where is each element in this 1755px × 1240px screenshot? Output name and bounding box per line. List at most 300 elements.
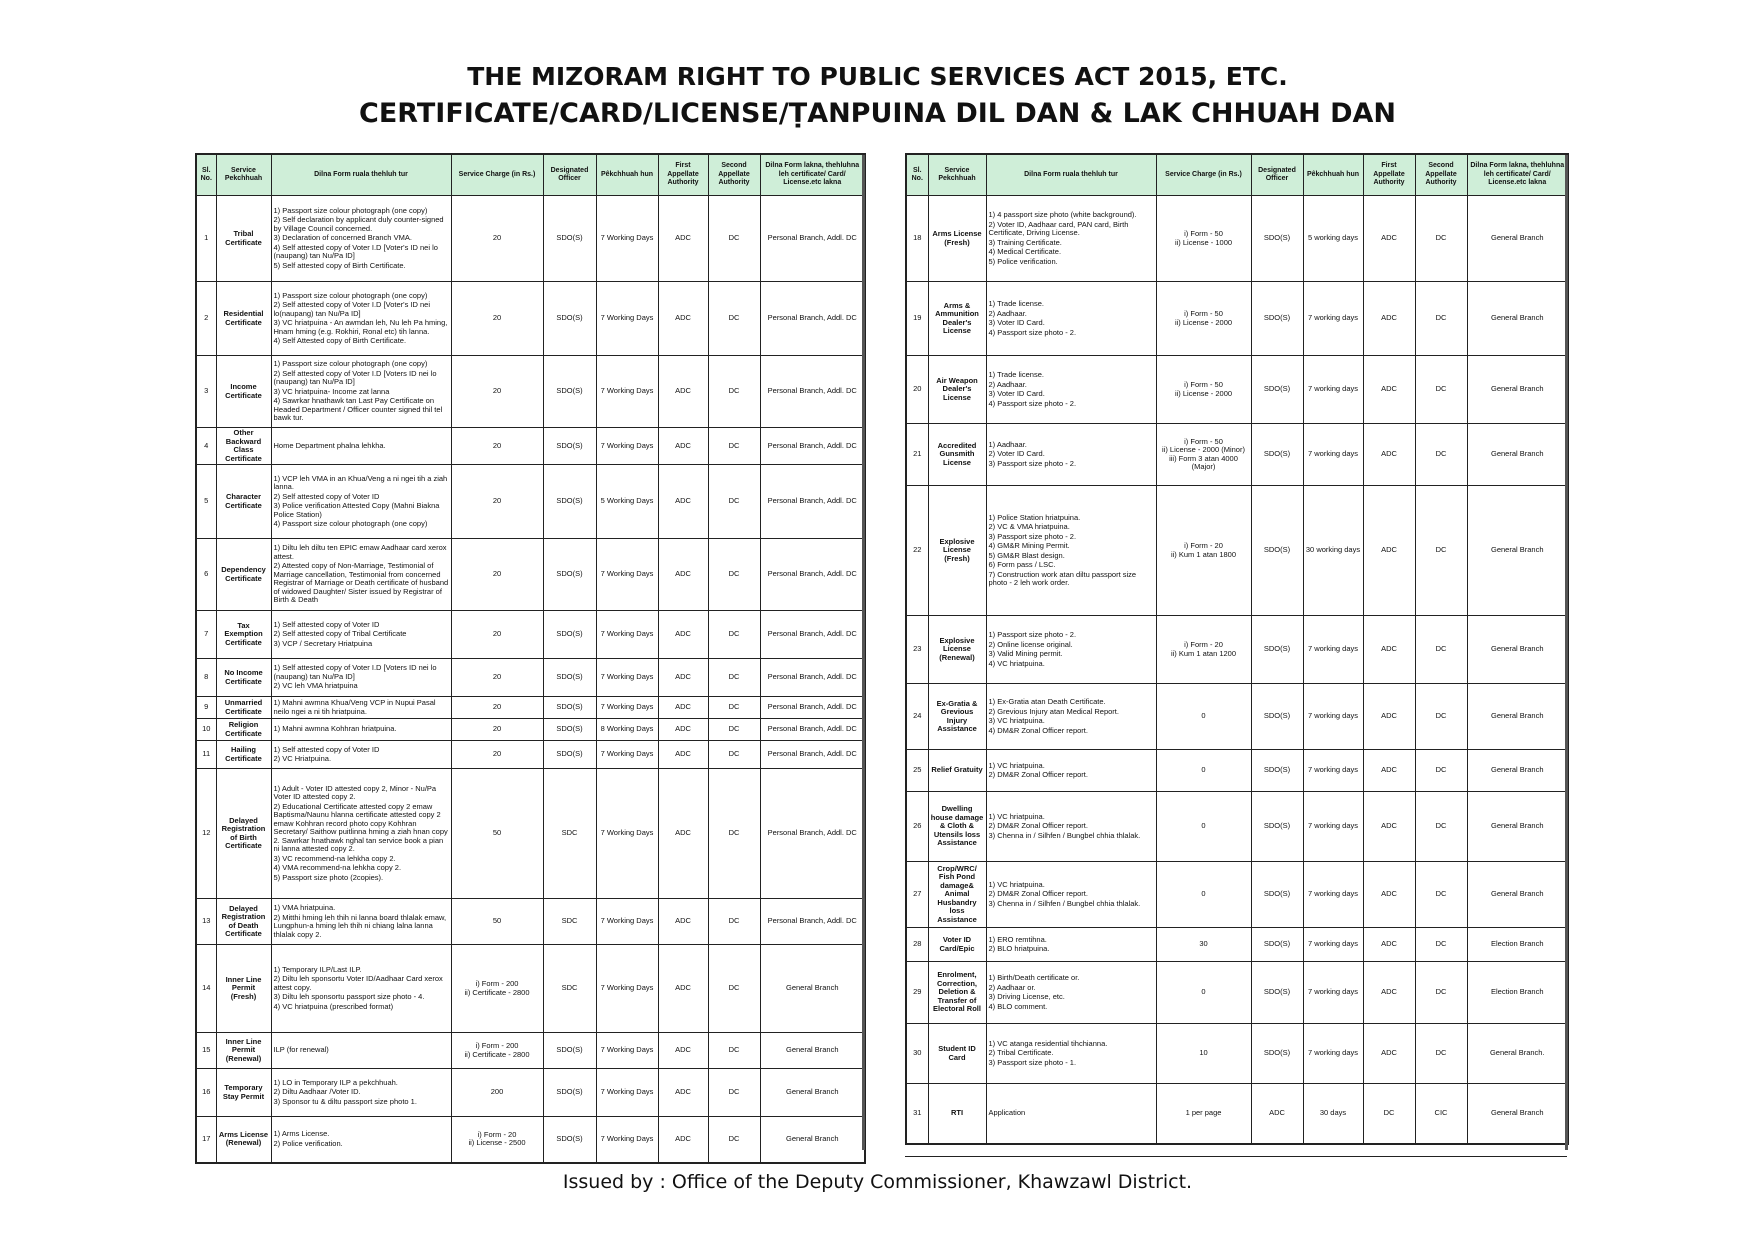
column-header-service-charge: Service Charge (in Rs.) <box>1156 154 1251 196</box>
cell-issue-time: 30 working days <box>1303 486 1363 616</box>
cell-sl-no: 6 <box>196 539 216 611</box>
requirement-item: 5) Police verification. <box>988 256 1058 266</box>
cell-first-appellate: ADC <box>658 1117 708 1163</box>
cell-service-charge: i) Form - 20 ii) Kum 1 atan 1200 <box>1156 616 1251 684</box>
requirement-item: 3) Declaration of concerned Branch VMA. <box>273 233 412 243</box>
cell-sl-no: 26 <box>906 792 928 862</box>
cell-second-appellate: DC <box>708 428 760 465</box>
column-header-issue-time: Pêkchhuah hun <box>596 154 658 196</box>
cell-second-appellate: DC <box>1415 792 1467 862</box>
cell-designated-officer: SDO(S) <box>543 659 596 697</box>
cell-collection-office: Personal Branch, Addl. DC <box>760 356 865 428</box>
cell-second-appellate: DC <box>1415 196 1467 282</box>
cell-first-appellate: ADC <box>658 741 708 769</box>
cell-sl-no: 23 <box>906 616 928 684</box>
table-row <box>196 282 865 356</box>
cell-requirements <box>986 792 1156 862</box>
cell-service: Relief Gratuity <box>928 750 986 792</box>
cell-service: Tribal Certificate <box>216 196 271 282</box>
cell-issue-time: 7 working days <box>1303 282 1363 356</box>
requirement-item: 1) Diltu leh diltu ten EPIC emaw Aadhaar card xerox attest. <box>273 543 447 561</box>
cell-requirements <box>271 465 451 539</box>
requirement-item: 4) Passport size photo - 2. <box>988 327 1077 337</box>
requirement-item: 1) Passport size colour photograph (one copy) <box>273 359 428 369</box>
requirement-item: 7) Construction work atan diltu passport size photo - 2 leh work order. <box>988 569 1137 587</box>
cell-requirements <box>986 282 1156 356</box>
cell-issue-time: 7 Working Days <box>596 539 658 611</box>
cell-first-appellate: ADC <box>1363 962 1415 1024</box>
requirement-item: 3) VC hriatpuina - An awmdan leh, Nu leh Pa hming, Hnam hming (e.g. Rokhiri, Ronal etc) tih lanna. <box>273 318 448 336</box>
cell-collection-office: General Branch <box>1467 862 1568 928</box>
requirement-item: 2) DM&R Zonal Officer report. <box>988 821 1088 831</box>
table-row <box>196 428 865 465</box>
requirement-item: 1) Temporary ILP/Last ILP. <box>273 964 362 974</box>
requirement-item: 2) Self attested copy of Voter ID <box>273 491 380 501</box>
cell-sl-no: 24 <box>906 684 928 750</box>
requirement-item: 2) BLO hriatpuina. <box>988 944 1050 953</box>
column-header-designated-officer: Designated Officer <box>1251 154 1303 196</box>
cell-collection-office: General Branch <box>760 945 865 1033</box>
cell-requirements <box>986 616 1156 684</box>
column-header-service-charge: Service Charge (in Rs.) <box>451 154 543 196</box>
requirement-item: 5) GM&R Blast design. <box>988 550 1065 560</box>
requirement-item: 1) Self attested copy of Voter I.D [Voters ID nei lo (naupang) tan Nu/Pa ID] <box>273 663 437 681</box>
table-row <box>196 1033 865 1069</box>
cell-second-appellate: DC <box>1415 424 1467 486</box>
cell-designated-officer: SDO(S) <box>543 428 596 465</box>
cell-issue-time: 7 working days <box>1303 750 1363 792</box>
cell-service-charge: 20 <box>451 741 543 769</box>
cell-requirements <box>271 282 451 356</box>
cell-second-appellate: DC <box>708 611 760 659</box>
cell-first-appellate: ADC <box>1363 196 1415 282</box>
cell-designated-officer: SDC <box>543 769 596 899</box>
cell-requirements <box>271 769 451 899</box>
requirement-item: 3) Training Certificate. <box>988 237 1062 247</box>
cell-designated-officer: SDO(S) <box>543 196 596 282</box>
requirement-item: 1) Passport size colour photograph (one copy) <box>273 205 428 215</box>
cell-service-charge: i) Form - 200 ii) Certificate - 2800 <box>451 1033 543 1069</box>
column-header-service: Service Pekchhuah <box>928 154 986 196</box>
cell-service: Delayed Registration of Death Certificate <box>216 899 271 945</box>
cell-requirements <box>986 356 1156 424</box>
cell-second-appellate: DC <box>1415 616 1467 684</box>
cell-issue-time: 7 working days <box>1303 616 1363 684</box>
cell-service-charge: 20 <box>451 539 543 611</box>
cell-sl-no: 22 <box>906 486 928 616</box>
cell-first-appellate: ADC <box>1363 1024 1415 1084</box>
cell-service: Student ID Card <box>928 1024 986 1084</box>
cell-service: Other Backward Class Certificate <box>216 428 271 465</box>
cell-collection-office: Personal Branch, Addl. DC <box>760 719 865 741</box>
requirement-item: 2) Police verification. <box>273 1138 343 1148</box>
cell-service: Arms & Ammunition Dealer's License <box>928 282 986 356</box>
cell-requirements <box>986 928 1156 962</box>
requirement-item: 2) Diltu leh sponsortu Voter ID/Aadhaar Card xerox attest copy. <box>273 974 443 992</box>
requirement-item: 3) Chenna in / Silhfen / Bungbel chhia thlalak. <box>988 898 1141 908</box>
cell-service: Dependency Certificate <box>216 539 271 611</box>
requirement-item: 2) Attested copy of Non-Marriage, Testimonial of Marriage cancellation, Testimonial from concerned Registrar of Marriage or Death certificate of husband of widowed Daughter/ Sister issued by Registrar of Birth & Death <box>273 561 449 605</box>
cell-issue-time: 7 Working Days <box>596 611 658 659</box>
requirement-item: 1) Trade license. <box>988 370 1044 379</box>
table-row <box>196 945 865 1033</box>
table-shadow-left <box>862 155 865 1150</box>
cell-collection-office: Personal Branch, Addl. DC <box>760 428 865 465</box>
cell-second-appellate: DC <box>708 196 760 282</box>
cell-requirements <box>271 356 451 428</box>
cell-collection-office: General Branch <box>760 1033 865 1069</box>
cell-collection-office: General Branch <box>760 1117 865 1163</box>
cell-sl-no: 19 <box>906 282 928 356</box>
cell-collection-office: General Branch <box>1467 196 1568 282</box>
requirement-item: 4) Self attested copy of Voter I.D [Voter's ID nei lo (naupang) tan Nu/Pa ID] <box>273 242 438 261</box>
requirement-item: 2) Voter ID, Aadhaar card, PAN card, Birth Certificate, Driving License. <box>988 219 1129 237</box>
cell-service-charge: i) Form - 200 ii) Certificate - 2800 <box>451 945 543 1033</box>
cell-designated-officer: SDO(S) <box>543 1033 596 1069</box>
cell-collection-office: Personal Branch, Addl. DC <box>760 769 865 899</box>
cell-issue-time: 8 Working Days <box>596 719 658 741</box>
requirement-item: 3) Sponsor tu & diltu passport size photo 1. <box>273 1096 417 1106</box>
table-row <box>906 424 1568 486</box>
cell-designated-officer: SDO(S) <box>1251 616 1303 684</box>
cell-first-appellate: ADC <box>658 1033 708 1069</box>
cell-sl-no: 16 <box>196 1069 216 1117</box>
cell-issue-time: 30 days <box>1303 1084 1363 1144</box>
cell-service-charge: i) Form - 20 ii) Kum 1 atan 1800 <box>1156 486 1251 616</box>
cell-service-charge: i) Form - 50 ii) License - 2000 <box>1156 356 1251 424</box>
cell-first-appellate: ADC <box>1363 282 1415 356</box>
cell-requirements <box>986 196 1156 282</box>
cell-service-charge: 0 <box>1156 862 1251 928</box>
requirement-item: 3) VC hriatpuina. <box>988 716 1045 725</box>
cell-service-charge: 20 <box>451 282 543 356</box>
cell-second-appellate: DC <box>708 1117 760 1163</box>
requirement-item: 4) VC hriatpuina (prescribed format) <box>273 1001 394 1011</box>
cell-service: Crop/WRC/ Fish Pond damage& Animal Husbandry loss Assistance <box>928 862 986 928</box>
requirement-item: 4) Sawrkar hnathawk tan Last Pay Certificate on Headed Department / Officer counter signed thil tel bawk tur. <box>273 396 443 423</box>
requirement-item: 1) Adult - Voter ID attested copy 2, Minor - Nu/Pa Voter ID attested copy 2. <box>273 783 437 802</box>
cell-designated-officer: SDO(S) <box>543 1117 596 1163</box>
cell-service-charge: 50 <box>451 899 543 945</box>
cell-service: Delayed Registration of Birth Certificate <box>216 769 271 899</box>
requirement-item: 2) Mitthi hming leh thih ni lanna board thlalak emaw, Lungphun-a hming leh thih ni chiang lalna lanna thlalak copy 2. <box>273 912 447 939</box>
cell-service: Inner Line Permit (Fresh) <box>216 945 271 1033</box>
cell-requirements <box>271 1117 451 1163</box>
cell-second-appellate: DC <box>1415 282 1467 356</box>
cell-designated-officer: SDO(S) <box>543 611 596 659</box>
requirement-item: 1) Police Station hriatpuina. <box>988 512 1081 522</box>
cell-first-appellate: ADC <box>658 196 708 282</box>
cell-service: Temporary Stay Permit <box>216 1069 271 1117</box>
cell-first-appellate: ADC <box>658 899 708 945</box>
cell-sl-no: 8 <box>196 659 216 697</box>
cell-first-appellate: ADC <box>658 769 708 899</box>
cell-first-appellate: ADC <box>1363 356 1415 424</box>
cell-second-appellate: DC <box>708 1069 760 1117</box>
cell-service-charge: 20 <box>451 428 543 465</box>
cell-issue-time: 7 working days <box>1303 1024 1363 1084</box>
requirement-item: 1) VC hriatpuina. <box>988 811 1045 821</box>
requirement-item: 1) VC atanga residential tihchianna. <box>988 1038 1108 1048</box>
cell-issue-time: 7 Working Days <box>596 196 658 282</box>
bottom-rule <box>905 1156 1567 1157</box>
cell-requirements <box>271 1033 451 1069</box>
cell-issue-time: 7 Working Days <box>596 769 658 899</box>
cell-requirements <box>271 611 451 659</box>
column-header-second-appellate: Second Appellate Authority <box>708 154 760 196</box>
cell-first-appellate: ADC <box>1363 424 1415 486</box>
requirement-item: 1) Arms License. <box>273 1129 330 1139</box>
requirement-item: 2) Online license original. <box>988 639 1073 649</box>
cell-designated-officer: SDO(S) <box>1251 196 1303 282</box>
cell-designated-officer: ADC <box>1251 1084 1303 1144</box>
table-row <box>196 741 865 769</box>
cell-issue-time: 7 working days <box>1303 424 1363 486</box>
cell-service-charge: 20 <box>451 659 543 697</box>
requirement-item: 3) Voter ID Card. <box>988 318 1045 327</box>
requirement-item: 2) Aadhaar or. <box>988 982 1036 992</box>
requirement-item: 2) Self attested copy of Tribal Certificate <box>273 629 407 639</box>
cell-sl-no: 12 <box>196 769 216 899</box>
cell-second-appellate: DC <box>1415 486 1467 616</box>
table-row <box>906 962 1568 1024</box>
cell-first-appellate: ADC <box>658 356 708 428</box>
cell-first-appellate: ADC <box>1363 862 1415 928</box>
cell-service: Accredited Gunsmith License <box>928 424 986 486</box>
requirement-item: 2) DM&R Zonal Officer report. <box>988 770 1088 779</box>
column-header-issue-time: Pêkchhuah hun <box>1303 154 1363 196</box>
table-row <box>196 1069 865 1117</box>
requirement-item: 2) VC Hriatpuina. <box>273 754 332 763</box>
cell-designated-officer: SDO(S) <box>1251 962 1303 1024</box>
cell-second-appellate: DC <box>1415 684 1467 750</box>
cell-collection-office: Personal Branch, Addl. DC <box>760 539 865 611</box>
cell-sl-no: 29 <box>906 962 928 1024</box>
cell-designated-officer: SDC <box>543 899 596 945</box>
table-row <box>906 616 1568 684</box>
cell-collection-office: Election Branch <box>1467 962 1568 1024</box>
cell-service-charge: 200 <box>451 1069 543 1117</box>
cell-requirements <box>986 962 1156 1024</box>
requirement-item: 3) Driving License, etc. <box>988 992 1065 1001</box>
cell-designated-officer: SDO(S) <box>543 697 596 719</box>
requirement-item: 2) Self attested copy of Voter I.D [Voter's ID nei lo(naupang) tan Nu/Pa ID] <box>273 300 431 318</box>
cell-collection-office: General Branch <box>1467 356 1568 424</box>
column-header-collection-office: Dilna Form lakna, thehluhna leh certificate/ Card/ License.etc lakna <box>1467 154 1568 196</box>
cell-issue-time: 7 Working Days <box>596 741 658 769</box>
cell-collection-office: General Branch <box>1467 750 1568 792</box>
cell-service-charge: 1 per page <box>1156 1084 1251 1144</box>
requirement-item: 1) 4 passport size photo (white background). <box>988 210 1137 219</box>
cell-second-appellate: DC <box>708 899 760 945</box>
cell-issue-time: 7 Working Days <box>596 1117 658 1163</box>
table-row <box>196 659 865 697</box>
requirement-item: 1) ERO remtihna. <box>988 934 1047 944</box>
cell-requirements <box>986 684 1156 750</box>
cell-second-appellate: DC <box>708 945 760 1033</box>
cell-sl-no: 14 <box>196 945 216 1033</box>
cell-service: Religion Certificate <box>216 719 271 741</box>
cell-sl-no: 30 <box>906 1024 928 1084</box>
cell-second-appellate: CIC <box>1415 1084 1467 1144</box>
cell-service-charge: i) Form - 50 ii) License - 1000 <box>1156 196 1251 282</box>
requirement-item: 3) VC recommend-na lehkha copy 2. <box>273 853 396 863</box>
table-row <box>196 196 865 282</box>
column-header-first-appellate: First Appellate Authority <box>658 154 708 196</box>
cell-designated-officer: SDO(S) <box>1251 792 1303 862</box>
requirement-item: 1) Ex-Gratia atan Death Certificate. <box>988 697 1106 706</box>
requirement-item: 1) VMA hriatpuina. <box>273 903 336 912</box>
cell-first-appellate: ADC <box>658 282 708 356</box>
cell-issue-time: 7 working days <box>1303 928 1363 962</box>
table-shadow-right <box>1565 155 1568 1150</box>
cell-issue-time: 7 Working Days <box>596 1069 658 1117</box>
table-row <box>906 1084 1568 1144</box>
cell-collection-office: Personal Branch, Addl. DC <box>760 611 865 659</box>
requirement-item: 1) Mahni awmna Khua/Veng VCP in Nupui Pasal neilo ngei a ni tih hriatpuina. <box>273 698 436 716</box>
cell-second-appellate: DC <box>1415 750 1467 792</box>
cell-requirements <box>271 196 451 282</box>
cell-issue-time: 7 working days <box>1303 792 1363 862</box>
cell-service: Unmarried Certificate <box>216 697 271 719</box>
cell-service: Ex-Gratia & Grevious Injury Assistance <box>928 684 986 750</box>
cell-collection-office: General Branch <box>1467 424 1568 486</box>
requirement-item: 1) Self attested copy of Voter ID <box>273 744 380 754</box>
cell-collection-office: General Branch <box>1467 792 1568 862</box>
cell-issue-time: 5 Working Days <box>596 465 658 539</box>
column-header-requirements: Dilna Form ruala thehluh tur <box>271 154 451 196</box>
cell-sl-no: 2 <box>196 282 216 356</box>
cell-requirements <box>271 697 451 719</box>
requirement-item: 2) VC leh VMA hriatpuina <box>273 681 358 691</box>
requirement-item: 4) DM&R Zonal Officer report. <box>988 725 1088 735</box>
cell-service: Character Certificate <box>216 465 271 539</box>
cell-sl-no: 10 <box>196 719 216 741</box>
cell-designated-officer: SDO(S) <box>543 282 596 356</box>
cell-service: Enrolment, Correction, Deletion & Transfer of Electoral Roll <box>928 962 986 1024</box>
table-row <box>906 792 1568 862</box>
cell-first-appellate: ADC <box>658 611 708 659</box>
cell-service: Residential Certificate <box>216 282 271 356</box>
services-table-right <box>905 153 1569 1145</box>
cell-designated-officer: SDO(S) <box>543 465 596 539</box>
table-header-row <box>906 154 1568 196</box>
document-title-line1: THE MIZORAM RIGHT TO PUBLIC SERVICES ACT 2015, ETC. <box>467 62 1288 91</box>
cell-first-appellate: ADC <box>1363 750 1415 792</box>
cell-service-charge: 20 <box>451 356 543 428</box>
cell-service: Explosive License (Renewal) <box>928 616 986 684</box>
services-table-left <box>195 153 866 1164</box>
requirement-item: 3) Diltu leh sponsortu passport size photo - 4. <box>273 992 425 1002</box>
cell-sl-no: 4 <box>196 428 216 465</box>
cell-collection-office: Personal Branch, Addl. DC <box>760 282 865 356</box>
cell-sl-no: 7 <box>196 611 216 659</box>
table-row <box>906 928 1568 962</box>
cell-requirements <box>271 428 451 465</box>
cell-collection-office: General Branch <box>1467 486 1568 616</box>
cell-requirements <box>986 862 1156 928</box>
requirement-item: 2) Educational Certificate attested copy 2 emaw Baptisma/Naunu hlanna certificate attested copy 2 emaw Kohhran record photo copy Kohhran Secretary/ Saithow puitlinna hming a ziah hnan copy 2. Sawrkar hnathawk nghal tan service book a pian ni lanna attested copy 2. <box>273 801 448 854</box>
requirement-item: 1) LO in Temporary ILP a pekchhuah. <box>273 1077 398 1087</box>
cell-sl-no: 18 <box>906 196 928 282</box>
requirement-item: 1) Birth/Death certificate or. <box>988 973 1080 982</box>
cell-requirements <box>271 945 451 1033</box>
cell-requirements <box>986 1024 1156 1084</box>
requirement-item: Home Department phalna lehkha. <box>273 440 386 450</box>
cell-requirements <box>271 1069 451 1117</box>
cell-requirements <box>271 659 451 697</box>
cell-collection-office: Personal Branch, Addl. DC <box>760 697 865 719</box>
cell-service: Arms License (Fresh) <box>928 196 986 282</box>
column-header-sl-no: Sl. No. <box>906 154 928 196</box>
cell-collection-office: Personal Branch, Addl. DC <box>760 465 865 539</box>
cell-designated-officer: SDO(S) <box>1251 750 1303 792</box>
requirement-item: 1) Mahni awmna Kohhran hriatpuina. <box>273 724 397 734</box>
cell-designated-officer: SDO(S) <box>543 1069 596 1117</box>
cell-service: Arms License (Renewal) <box>216 1117 271 1163</box>
cell-second-appellate: DC <box>708 539 760 611</box>
requirement-item: 2) Voter ID Card. <box>988 449 1045 459</box>
cell-issue-time: 7 Working Days <box>596 945 658 1033</box>
cell-service-charge: 0 <box>1156 684 1251 750</box>
cell-second-appellate: DC <box>1415 862 1467 928</box>
requirement-item: Application <box>988 1108 1026 1117</box>
cell-service-charge: 20 <box>451 719 543 741</box>
cell-service-charge: 0 <box>1156 792 1251 862</box>
cell-service: Hailing Certificate <box>216 741 271 769</box>
cell-issue-time: 7 working days <box>1303 862 1363 928</box>
cell-issue-time: 7 working days <box>1303 684 1363 750</box>
cell-second-appellate: DC <box>708 1033 760 1069</box>
cell-service: Air Weapon Dealer's License <box>928 356 986 424</box>
cell-collection-office: Personal Branch, Addl. DC <box>760 741 865 769</box>
cell-service-charge: i) Form - 50 ii) License - 2000 (Minor) iii) Form 3 atan 4000 (Major) <box>1156 424 1251 486</box>
cell-first-appellate: ADC <box>658 659 708 697</box>
requirement-item: 6) Form pass / LSC. <box>988 560 1056 569</box>
table-row <box>196 539 865 611</box>
cell-second-appellate: DC <box>1415 928 1467 962</box>
cell-sl-no: 27 <box>906 862 928 928</box>
cell-collection-office: Personal Branch, Addl. DC <box>760 196 865 282</box>
cell-first-appellate: DC <box>1363 1084 1415 1144</box>
document-title-line2: CERTIFICATE/CARD/LICENSE/ṬANPUINA DIL DAN & LAK CHHUAH DAN <box>359 98 1396 129</box>
cell-service: Tax Exemption Certificate <box>216 611 271 659</box>
cell-sl-no: 11 <box>196 741 216 769</box>
cell-service-charge: 0 <box>1156 962 1251 1024</box>
cell-first-appellate: ADC <box>658 539 708 611</box>
column-header-sl-no: Sl. No. <box>196 154 216 196</box>
requirement-item: 1) VCP leh VMA in an Khua/Veng a ni ngei tih a ziah lanna. <box>273 473 448 491</box>
table-row <box>906 750 1568 792</box>
cell-service: RTI <box>928 1084 986 1144</box>
cell-issue-time: 7 working days <box>1303 962 1363 1024</box>
cell-requirements <box>986 486 1156 616</box>
cell-second-appellate: DC <box>708 769 760 899</box>
cell-collection-office: General Branch. <box>1467 1024 1568 1084</box>
cell-sl-no: 13 <box>196 899 216 945</box>
cell-service-charge: 50 <box>451 769 543 899</box>
requirement-item: ILP (for renewal) <box>273 1045 329 1055</box>
cell-first-appellate: ADC <box>1363 616 1415 684</box>
cell-sl-no: 17 <box>196 1117 216 1163</box>
cell-collection-office: Personal Branch, Addl. DC <box>760 659 865 697</box>
cell-sl-no: 31 <box>906 1084 928 1144</box>
cell-sl-no: 20 <box>906 356 928 424</box>
table-row <box>196 465 865 539</box>
cell-service: Dwelling house damage & Cloth & Utensils loss Assistance <box>928 792 986 862</box>
table-row <box>906 282 1568 356</box>
table-row <box>906 196 1568 282</box>
